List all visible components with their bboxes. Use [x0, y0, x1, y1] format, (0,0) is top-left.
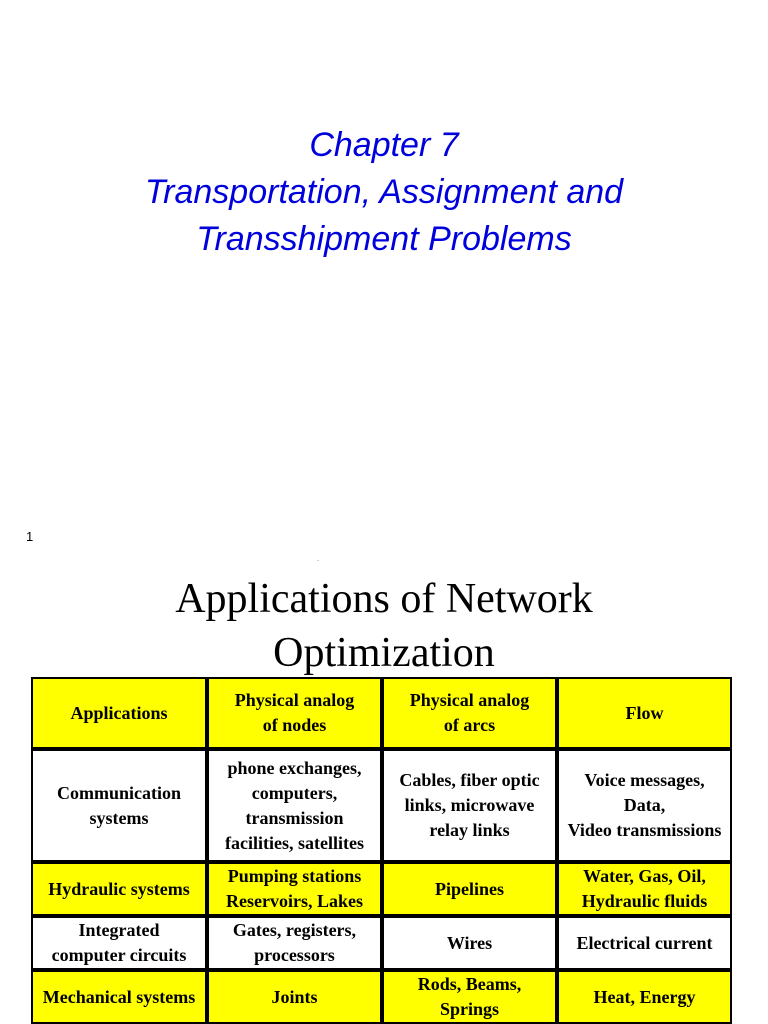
title-line: Applications of Network [175, 576, 593, 622]
table-cell [557, 677, 732, 749]
cell-line: computers, [251, 782, 338, 803]
cell-line: Video transmissions [567, 820, 722, 840]
table-cell [31, 916, 207, 970]
cell-line: Hydraulic fluids [581, 891, 708, 911]
cell-line: phone exchanges, [227, 757, 362, 778]
cell-line: facilities, satellites [225, 832, 364, 853]
cell-line: of nodes [262, 715, 327, 735]
cell-line: Integrated [78, 920, 160, 940]
table-cell [207, 916, 382, 970]
cell-line: processors [254, 945, 335, 965]
table-cell [557, 749, 732, 862]
cell-line: Wires [446, 932, 493, 953]
title-line: Optimization [273, 630, 495, 676]
table-cell [382, 970, 557, 1024]
cell-line: Water, Gas, Oil, [583, 866, 706, 886]
cell-line: transmission [245, 807, 344, 828]
table-cell [31, 677, 207, 749]
table-row [31, 749, 732, 862]
table-cell [207, 677, 382, 749]
cell-line: of arcs [443, 715, 496, 735]
applications-table [31, 677, 732, 1024]
chapter-title [0, 122, 768, 263]
cell-line: computer circuits [51, 945, 187, 965]
table-header-row [31, 677, 732, 749]
table-row [31, 970, 732, 1024]
title-line: Chapter 7 [309, 126, 459, 164]
cell-line: Pipelines [434, 878, 504, 899]
table-cell [382, 677, 557, 749]
table-cell [557, 916, 732, 970]
cell-line: Electrical current [576, 932, 713, 953]
slide-2-title [0, 572, 768, 680]
cell-line: Springs [439, 999, 500, 1019]
table-cell [557, 970, 732, 1024]
title-line: Transportation, Assignment and [144, 173, 624, 211]
cell-line: Mechanical systems [42, 986, 196, 1007]
table-row [31, 862, 732, 916]
table-cell [557, 862, 732, 916]
cell-line: Gates, registers, [232, 920, 357, 940]
cell-line: Data, [623, 795, 666, 815]
title-line: Transshipment Problems [196, 220, 572, 258]
cell-line: Flow [625, 702, 664, 723]
cell-line: Reservoirs, Lakes [226, 891, 363, 911]
cell-line: Physical analog [234, 690, 355, 710]
stray-dot: . [317, 554, 320, 563]
table-cell [382, 862, 557, 916]
cell-line: systems [89, 807, 149, 828]
cell-line: relay links [429, 820, 510, 840]
table-cell [382, 749, 557, 862]
table-row [31, 916, 732, 970]
table-cell [207, 749, 382, 862]
cell-line: Physical analog [409, 690, 530, 710]
cell-line: Pumping stations [227, 866, 362, 886]
cell-line: links, microwave [404, 795, 535, 815]
table-cell [31, 862, 207, 916]
cell-line: Voice messages, [584, 770, 705, 790]
cell-line: Rods, Beams, [417, 974, 522, 994]
table-cell [207, 970, 382, 1024]
table-cell [207, 862, 382, 916]
cell-line: Cables, fiber optic [399, 770, 540, 790]
cell-line: Heat, Energy [593, 986, 696, 1007]
cell-line: Applications [70, 702, 168, 723]
table-cell [382, 916, 557, 970]
page-number: 1 [26, 529, 34, 544]
table-cell [31, 749, 207, 862]
cell-line: Joints [271, 986, 318, 1007]
table-cell [31, 970, 207, 1024]
cell-line: Communication [56, 782, 181, 803]
cell-line: Hydraulic systems [48, 878, 190, 899]
